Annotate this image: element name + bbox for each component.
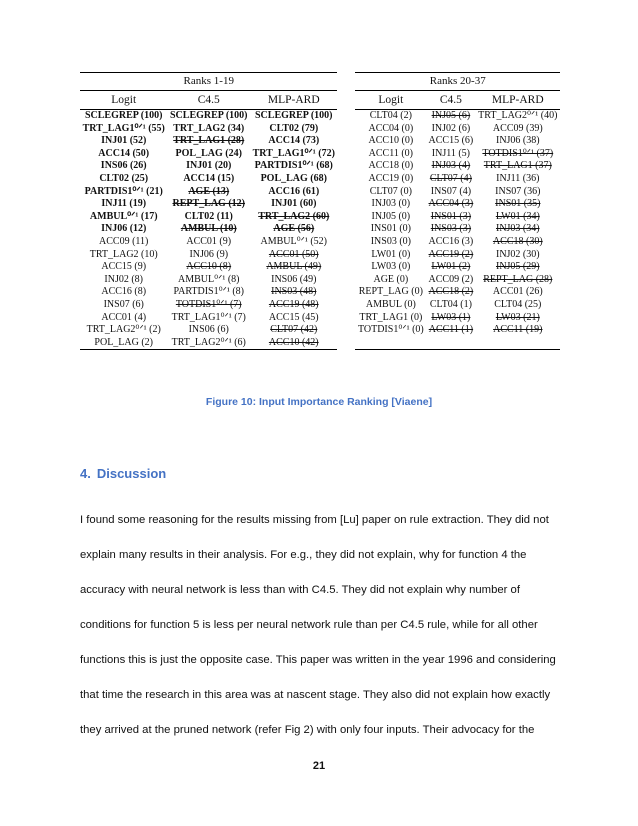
table-cell: INS01 (3) bbox=[430, 210, 472, 222]
table-cell: INJ11 (36) bbox=[496, 172, 540, 184]
table-cell: ACC01 (9) bbox=[186, 235, 232, 247]
table-cell: AGE (56) bbox=[273, 223, 315, 235]
table-cell: INS01 (0) bbox=[370, 223, 411, 235]
table-cell: LW03 (1) bbox=[431, 311, 471, 323]
table-cell: LW01 (0) bbox=[371, 248, 411, 260]
table-cell: INS07 (4) bbox=[430, 185, 472, 197]
table-cell: PARTDIS1⁰ᐟ¹ (21) bbox=[84, 185, 163, 197]
table-cell: INJ06 (9) bbox=[189, 248, 229, 260]
column-gap bbox=[337, 123, 355, 136]
table-cell: ACC14 (15) bbox=[183, 172, 235, 184]
table-row bbox=[80, 337, 560, 350]
ranking-table bbox=[80, 72, 560, 350]
table-cell: AGE (13) bbox=[188, 185, 230, 197]
table-cell: TRT_LAG2 (10) bbox=[89, 248, 158, 260]
table-cell: SCLEGREP (100) bbox=[169, 110, 248, 121]
table-row bbox=[80, 148, 560, 161]
paragraph-line: I found some reasoning for the results missing from [Lu] paper on rule extraction. They did not bbox=[80, 514, 549, 526]
section-number: 4. bbox=[80, 466, 91, 481]
table-cell: CLT07 (4) bbox=[429, 172, 472, 184]
table-cell: AMBUL (0) bbox=[365, 298, 416, 310]
table-row bbox=[80, 286, 560, 299]
table-cell: CLT04 (2) bbox=[369, 110, 412, 121]
table-cell: LW01 (34) bbox=[495, 210, 540, 222]
table-cell: REPT_LAG (28) bbox=[483, 273, 553, 285]
table-cell: INJ03 (34) bbox=[495, 223, 540, 235]
column-gap bbox=[337, 173, 355, 186]
table-row bbox=[80, 299, 560, 312]
table-row bbox=[80, 135, 560, 148]
col-header-mlp-left: MLP-ARD bbox=[250, 91, 337, 110]
table-cell: ACC18 (0) bbox=[368, 160, 414, 172]
table-cell: INS03 (48) bbox=[271, 286, 317, 298]
table-cell: TRT_LAG1 (37) bbox=[483, 160, 552, 172]
table-cell: ACC18 (30) bbox=[492, 235, 543, 247]
table-cell: TRT_LAG1 (0) bbox=[359, 311, 423, 323]
table-cell: PARTDIS1⁰ᐟ¹ (8) bbox=[173, 286, 245, 298]
table-cell: PARTDIS1⁰ᐟ¹ (68) bbox=[254, 160, 333, 172]
table-row bbox=[80, 186, 560, 199]
table-cell: INJ06 (12) bbox=[101, 223, 147, 235]
section-title: Discussion bbox=[96, 466, 167, 481]
table-cell: ACC01 (50) bbox=[268, 248, 319, 260]
ranking-figure bbox=[80, 72, 560, 388]
table-cell: INS03 (0) bbox=[370, 235, 411, 247]
table-cell: SCLEGREP (100) bbox=[255, 110, 333, 121]
table-cell: POL_LAG (24) bbox=[175, 147, 242, 159]
table-cell: REPT_LAG (0) bbox=[358, 286, 423, 298]
table-cell: INS06 (26) bbox=[100, 160, 147, 172]
table-cell: INJ03 (4) bbox=[431, 160, 471, 172]
column-gap bbox=[337, 337, 355, 350]
column-gap bbox=[337, 286, 355, 299]
column-gap bbox=[337, 135, 355, 148]
table-cell: AGE (0) bbox=[373, 273, 409, 285]
table-cell: TRT_LAG1⁰ᐟ¹ (7) bbox=[171, 311, 246, 323]
table-cell: TOTDIS1⁰ᐟ¹ (7) bbox=[175, 298, 242, 310]
col-header-mlp-right: MLP-ARD bbox=[476, 91, 560, 110]
table-cell: INJ01 (60) bbox=[271, 198, 317, 210]
table-cell: CLT02 (11) bbox=[184, 210, 233, 222]
table-row bbox=[80, 324, 560, 337]
table-cell bbox=[476, 337, 560, 350]
table-cell: ACC09 (39) bbox=[492, 122, 543, 134]
table-cell: ACC19 (48) bbox=[268, 298, 319, 310]
group-ranks-20-37: Ranks 20-37 bbox=[355, 73, 560, 91]
table-cell: INS03 (3) bbox=[430, 223, 472, 235]
discussion-paragraph bbox=[80, 513, 562, 758]
column-gap bbox=[337, 160, 355, 173]
table-cell: TOTDIS1⁰ᐟ¹ (37) bbox=[482, 147, 554, 159]
table-cell: CLT07 (42) bbox=[270, 324, 318, 336]
paragraph-line: that time the research in this area was at nascent stage. They also did not explain how exactly bbox=[80, 689, 551, 701]
col-header-logit-left: Logit bbox=[80, 91, 167, 110]
table-row bbox=[80, 211, 560, 224]
table-cell: INJ01 (20) bbox=[186, 160, 232, 172]
table-cell: CLT02 (79) bbox=[269, 122, 319, 134]
paragraph-line: conditions for function 5 is less per neural network rule than per C4.5 rule, while for all other bbox=[80, 619, 538, 631]
table-cell: CLT04 (25) bbox=[494, 298, 542, 310]
table-cell: INJ02 (6) bbox=[431, 122, 471, 134]
table-row bbox=[80, 274, 560, 287]
table-cell: INJ06 (38) bbox=[495, 135, 540, 147]
table-cell: INJ03 (0) bbox=[371, 198, 411, 210]
column-gap bbox=[337, 324, 355, 337]
table-cell: ACC16 (3) bbox=[428, 235, 474, 247]
table-cell: INJ02 (30) bbox=[495, 248, 540, 260]
column-gap bbox=[337, 198, 355, 211]
table-cell: AMBUL⁰ᐟ¹ (17) bbox=[89, 210, 158, 222]
table-cell: ACC14 (50) bbox=[98, 147, 150, 159]
table-cell: INJ11 (19) bbox=[101, 198, 147, 210]
table-cell: POL_LAG (2) bbox=[80, 337, 167, 350]
table-row bbox=[80, 110, 560, 123]
table-cell: LW03 (0) bbox=[371, 261, 411, 273]
table-row bbox=[80, 173, 560, 186]
table-cell: AMBUL (49) bbox=[266, 261, 322, 273]
table-cell: INS06 (6) bbox=[188, 324, 229, 336]
column-gap bbox=[337, 236, 355, 249]
table-cell: ACC15 (45) bbox=[268, 311, 319, 323]
table-row bbox=[80, 312, 560, 325]
figure-caption: Figure 10: Input Importance Ranking [Viaene] bbox=[205, 396, 433, 408]
section-heading bbox=[80, 466, 172, 481]
table-row bbox=[80, 261, 560, 274]
paragraph-line: explain many results in their analysis. For e.g., they did not explain, why for function 4 the bbox=[80, 549, 527, 561]
table-cell: LW03 (21) bbox=[495, 311, 540, 323]
column-gap bbox=[337, 223, 355, 236]
table-row bbox=[80, 223, 560, 236]
table-cell: ACC09 (2) bbox=[428, 273, 474, 285]
table-cell: ACC15 (9) bbox=[101, 261, 147, 273]
table-cell bbox=[426, 337, 475, 350]
table-cell: POL_LAG (68) bbox=[260, 172, 327, 184]
table-cell: AMBUL (10) bbox=[180, 223, 237, 235]
table-cell: INJ02 (8) bbox=[104, 273, 144, 285]
table-cell: ACC15 (6) bbox=[428, 135, 474, 147]
paragraph-line: functions this is just the opposite case. This paper was written in the year 1996 and considering bbox=[80, 654, 556, 666]
column-gap bbox=[337, 299, 355, 312]
table-row bbox=[80, 198, 560, 211]
table-cell: INS07 (6) bbox=[103, 298, 144, 310]
table-cell: CLT07 (0) bbox=[369, 185, 412, 197]
table-cell: INJ05 (6) bbox=[431, 110, 471, 121]
column-gap bbox=[337, 186, 355, 199]
table-cell: ACC10 (0) bbox=[368, 135, 414, 147]
table-cell: TRT_LAG1⁰ᐟ¹ (72) bbox=[252, 147, 335, 159]
group-ranks-1-19: Ranks 1-19 bbox=[80, 73, 337, 91]
column-gap bbox=[337, 148, 355, 161]
table-cell: ACC04 (3) bbox=[428, 198, 474, 210]
table-cell: ACC14 (73) bbox=[268, 135, 320, 147]
table-cell: TRT_LAG2⁰ᐟ¹ (2) bbox=[86, 324, 161, 336]
table-cell: ACC04 (0) bbox=[368, 122, 414, 134]
table-cell: ACC10 (8) bbox=[186, 261, 232, 273]
table-row bbox=[80, 236, 560, 249]
table-cell: INS06 (49) bbox=[271, 273, 317, 285]
paragraph-line: they arrived at the pruned network (refer Fig 2) with only four inputs. Their advocacy for the bbox=[80, 724, 535, 736]
table-row bbox=[80, 123, 560, 136]
table-cell: ACC19 (2) bbox=[428, 248, 474, 260]
table-row bbox=[80, 160, 560, 173]
column-gap bbox=[337, 261, 355, 274]
table-cell: AMBUL⁰ᐟ¹ (8) bbox=[177, 273, 240, 285]
table-cell: TOTDIS1⁰ᐟ¹ (0) bbox=[357, 324, 424, 336]
column-gap bbox=[337, 312, 355, 325]
table-cell: INJ01 (52) bbox=[101, 135, 147, 147]
table-cell: TRT_LAG1 (28) bbox=[173, 135, 245, 147]
table-cell: LW01 (2) bbox=[431, 261, 471, 273]
table-cell: ACC11 (1) bbox=[428, 324, 474, 336]
table-cell: TRT_LAG2 (34) bbox=[173, 122, 245, 134]
table-cell: ACC10 (42) bbox=[250, 337, 337, 350]
table-cell: TRT_LAG2 (60) bbox=[258, 210, 330, 222]
table-cell: ACC01 (26) bbox=[492, 286, 543, 298]
column-gap bbox=[337, 274, 355, 287]
table-row bbox=[80, 249, 560, 262]
table-cell: CLT04 (1) bbox=[429, 298, 472, 310]
table-cell: ACC11 (19) bbox=[493, 324, 543, 336]
col-header-c45-left: C4.5 bbox=[167, 91, 250, 110]
column-gap bbox=[337, 211, 355, 224]
table-cell: ACC09 (11) bbox=[99, 235, 149, 247]
table-cell: REPT_LAG (12) bbox=[172, 198, 245, 210]
table-cell: INS01 (35) bbox=[495, 198, 541, 210]
table-cell: ACC01 (4) bbox=[101, 311, 147, 323]
table-cell: ACC16 (61) bbox=[268, 185, 320, 197]
table-cell: CLT02 (25) bbox=[99, 172, 149, 184]
table-cell: INJ05 (0) bbox=[371, 210, 411, 222]
table-cell: INJ11 (5) bbox=[431, 147, 471, 159]
table-cell: TRT_LAG2⁰ᐟ¹ (40) bbox=[478, 110, 558, 121]
table-cell: INJ05 (29) bbox=[495, 261, 540, 273]
table-cell: TRT_LAG2⁰ᐟ¹ (6) bbox=[167, 337, 250, 350]
table-cell: INS07 (36) bbox=[495, 185, 541, 197]
page-number: 21 bbox=[312, 760, 326, 772]
paragraph-line: accuracy with neural network is less than with C4.5. They did not explain why number of bbox=[80, 584, 520, 596]
table-cell: ACC19 (0) bbox=[368, 172, 414, 184]
table-cell: ACC16 (8) bbox=[101, 286, 147, 298]
column-gap bbox=[337, 249, 355, 262]
table-cell bbox=[355, 337, 426, 350]
table-cell: ACC18 (2) bbox=[428, 286, 474, 298]
table-cell: SCLEGREP (100) bbox=[84, 110, 163, 121]
col-header-c45-right: C4.5 bbox=[426, 91, 475, 110]
table-cell: AMBUL⁰ᐟ¹ (52) bbox=[260, 235, 328, 247]
table-cell: ACC11 (0) bbox=[368, 147, 414, 159]
column-gap bbox=[337, 110, 355, 123]
table-cell: TRT_LAG1⁰ᐟ¹ (55) bbox=[82, 122, 165, 134]
col-header-logit-right: Logit bbox=[355, 91, 426, 110]
ranking-table-body bbox=[80, 110, 560, 350]
